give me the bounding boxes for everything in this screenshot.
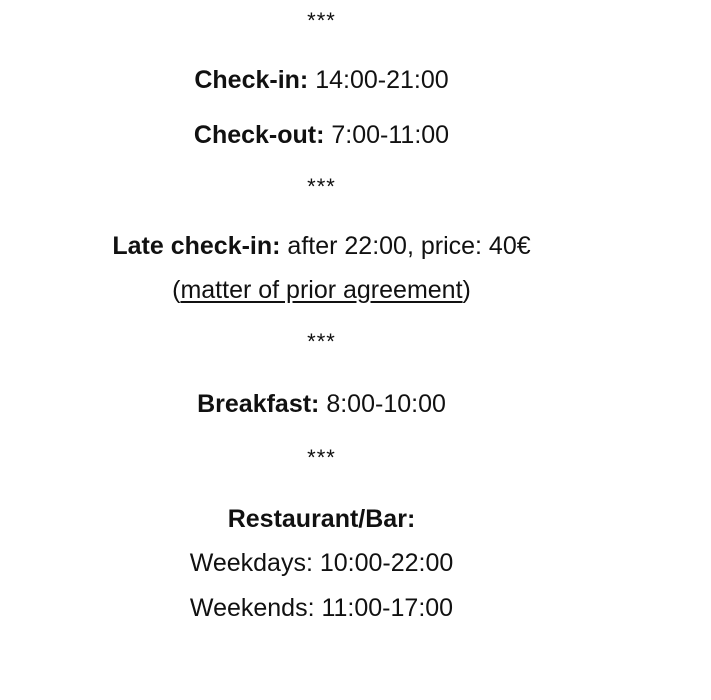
late-checkin-label: Late check-in: [112,232,281,260]
breakfast-label: Breakfast: [197,390,320,418]
checkout-line [0,120,643,150]
late-checkin-line [0,231,643,261]
checkout-value: 7:00-11:00 [324,121,450,149]
checkout-label: Check-out: [193,121,325,149]
separator-stars: *** [307,8,336,33]
note-close-paren: ) [462,276,471,304]
note-text: matter of prior agreement [180,276,463,304]
restaurant-weekends: Weekends: 11:00-17:00 [189,594,454,622]
checkin-line [0,65,643,95]
restaurant-label: Restaurant/Bar: [227,505,416,533]
late-checkin-value: after 22:00, price: 40€ [280,232,531,260]
separator-stars: *** [307,445,336,470]
breakfast-line [0,389,643,419]
late-checkin-note [0,275,643,305]
checkin-value: 14:00-21:00 [308,66,449,94]
restaurant-weekdays: Weekdays: 10:00-22:00 [189,549,454,577]
breakfast-value: 8:00-10:00 [319,390,446,418]
checkin-label: Check-in: [194,66,309,94]
separator-stars: *** [307,174,336,199]
separator-stars: *** [307,329,336,354]
note-open-paren: ( [172,276,181,304]
